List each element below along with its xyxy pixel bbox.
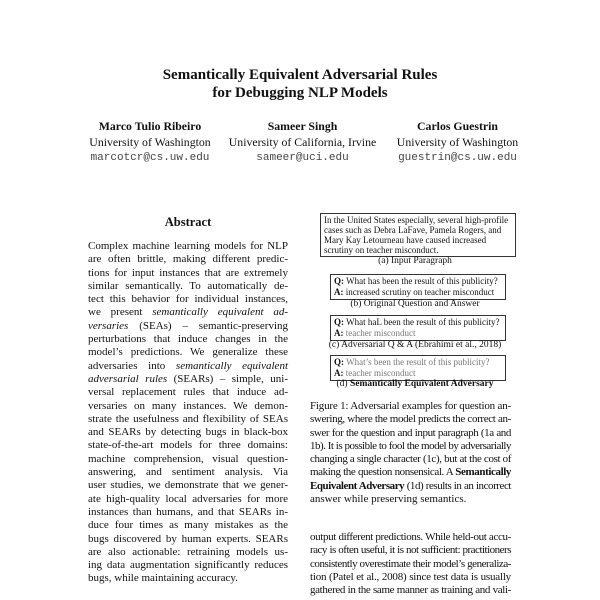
text-segment: (SEARs) – simple, uni- <box>167 372 288 385</box>
text-line <box>310 400 511 413</box>
paper-title <box>0 66 600 102</box>
text-segment: (SEAs) – semantic-preserving <box>128 319 288 332</box>
text-line <box>310 531 511 544</box>
text-line <box>88 253 288 266</box>
author-name: Carlos Guestrin <box>417 119 498 133</box>
text-segment: versaries <box>88 319 129 332</box>
text-segment: similar semantically. To automatically de- <box>88 279 288 292</box>
caption-c: (c) Adversarial Q & A (Ebrahimi et al., 2018) <box>328 340 502 350</box>
paragraph-line: cases such as Debra LaFave, Pamela Rogers, and <box>324 225 502 235</box>
abstract-heading: Abstract <box>164 215 212 229</box>
text-segment: tions for input instances that are extremely <box>88 266 288 279</box>
text-line <box>88 293 288 306</box>
text-line <box>88 306 288 319</box>
text-segment: instances than humans, and that SEARs in- <box>88 505 288 518</box>
paragraph-line: Mary Kay Letourneau have caused increased <box>324 235 487 245</box>
text-segment: perturbations that induce changes in the <box>88 333 288 346</box>
paragraph-line: scrutiny on teacher misconduct. <box>324 245 439 255</box>
author-2 <box>225 118 380 166</box>
question: What’s been the result of this publicity? <box>344 357 490 367</box>
text-line <box>88 346 288 359</box>
author-email: sameer@uci.edu <box>256 152 349 164</box>
text-segment: semantically equivalent ad- <box>152 306 289 319</box>
text-line <box>310 544 511 557</box>
text-segment: making the question nonsensical. A <box>310 466 456 479</box>
text-line <box>310 571 511 584</box>
text-segment: semantically equivalent <box>175 359 288 372</box>
text-segment: bugs discovered by human experts. SEARs <box>88 532 288 545</box>
text-segment: answering, and sentiment analysis. Via <box>88 466 288 479</box>
text-segment: changing a single character (1c), but at the cost of <box>310 453 512 466</box>
caption-b: (b) Original Question and Answer <box>350 299 480 309</box>
text-line <box>310 440 511 453</box>
text-line <box>310 427 511 440</box>
question: What haL been the result of this publicity? <box>344 317 500 327</box>
text-segment: racy is often useful, it is not sufficient: practitioners <box>310 544 511 557</box>
input-paragraph-box <box>320 213 516 257</box>
author-affiliation: University of California, Irvine <box>228 135 377 149</box>
text-line <box>310 558 511 571</box>
text-line <box>88 572 288 585</box>
text-segment: consistently overestimate their model’s generaliza- <box>310 557 511 570</box>
caption-d <box>300 379 530 390</box>
text-line <box>310 413 511 426</box>
text-segment: user studies, we demonstrate that we gener- <box>88 479 288 492</box>
text-line <box>88 333 288 346</box>
text-segment: swer for the question and input paragraph (1a and <box>310 426 511 439</box>
text-line <box>88 400 288 413</box>
text-segment: are also actionable: retraining models us- <box>88 545 288 558</box>
original-qa-box <box>330 274 506 300</box>
author-name: Marco Tulio Ribeiro <box>98 119 202 133</box>
text-line <box>88 267 288 280</box>
text-segment: tion (Patel et al., 2008) since test data is usually <box>310 570 511 583</box>
text-segment: 1b). It is possible to fool the model by adversarially <box>310 439 511 452</box>
q-label: Q: <box>334 357 344 367</box>
author-3 <box>385 118 530 166</box>
text-line <box>88 439 288 452</box>
text-segment: Complex machine learning models for NLP <box>88 240 288 252</box>
author-email: marcotcr@cs.uw.edu <box>90 152 210 164</box>
author-affiliation: University of Washington <box>89 135 211 149</box>
caption-d-label: Semantically Equivalent Adversary <box>349 379 494 389</box>
a-label: A: <box>334 328 344 338</box>
text-segment: bugs, while maintaining accuracy. <box>88 572 238 585</box>
author-email: guestrin@cs.uw.edu <box>398 152 517 164</box>
text-line <box>88 559 288 572</box>
text-line <box>88 546 288 559</box>
text-segment: and SEARs by detecting bugs in black-box <box>88 426 288 439</box>
answer: increased scrutiny on teacher misconduct <box>343 287 495 297</box>
text-segment: gathered in the same manner as training and vali- <box>310 584 511 597</box>
question: What has been the result of this publicity? <box>344 276 498 286</box>
text-line <box>88 479 288 492</box>
text-segment: adversaries into <box>88 359 176 372</box>
text-line <box>88 506 288 519</box>
answer: teacher misconduct <box>343 368 416 378</box>
text-segment: machine comprehension, visual question- <box>88 452 288 465</box>
text-line <box>310 493 511 506</box>
q-label: Q: <box>334 276 344 286</box>
text-line <box>310 466 511 479</box>
text-segment: state-of-the-art models for three domains: <box>88 439 288 452</box>
text-line <box>310 453 511 466</box>
text-line <box>88 426 288 439</box>
author-name: Sameer Singh <box>267 119 338 133</box>
text-line <box>88 453 288 466</box>
text-line <box>88 413 288 426</box>
text-line <box>310 480 511 493</box>
author-1 <box>75 118 225 166</box>
caption-d-prefix: (d) <box>336 379 350 389</box>
q-label: Q: <box>334 317 344 327</box>
text-line <box>88 373 288 386</box>
text-segment: versaries on many instances. We demon- <box>88 399 288 412</box>
text-line <box>88 280 288 293</box>
text-segment: strate the usefulness and flexibility of SEAs <box>88 412 288 425</box>
text-segment: we present <box>88 306 153 319</box>
text-segment: Semantically <box>455 466 511 479</box>
text-segment: ate high-quality local adversaries for more <box>88 492 288 505</box>
a-label: A: <box>334 368 344 378</box>
text-line <box>88 240 288 253</box>
text-segment: are often brittle, making different predic- <box>88 253 288 266</box>
sea-qa-box <box>330 355 506 381</box>
text-segment: output different predictions. While held-out accu- <box>310 531 511 543</box>
author-affiliation: University of Washington <box>396 135 519 149</box>
text-line <box>88 386 288 399</box>
text-segment: tect this behavior for individual instances, <box>88 293 288 306</box>
text-segment: (1d) results in an incorrect <box>404 479 511 492</box>
text-line <box>310 584 511 597</box>
paragraph-line: In the United States especially, several high-profile <box>324 215 509 225</box>
text-segment: Equivalent Adversary <box>310 479 405 492</box>
text-segment: swering, where the model predicts the correct an- <box>310 413 511 426</box>
text-line <box>88 519 288 532</box>
caption-a: (a) Input Paragraph <box>378 256 452 266</box>
text-segment: ing data augmentation significantly reduces <box>88 559 288 572</box>
text-segment: Figure 1: Adversarial examples for question an- <box>310 400 511 412</box>
text-segment: adversarial rules <box>88 372 168 385</box>
text-line <box>88 466 288 479</box>
abstract-text <box>88 240 288 586</box>
text-segment: answer while preserving semantics. <box>310 493 467 506</box>
title-line: Semantically Equivalent Adversarial Rules <box>162 67 438 83</box>
text-segment: duce four times as many mistakes as the <box>88 519 288 532</box>
text-line <box>88 493 288 506</box>
figure-caption <box>310 400 511 506</box>
text-line <box>88 533 288 546</box>
body-text <box>310 531 511 597</box>
title-line: for Debugging NLP Models <box>212 85 388 101</box>
text-segment: versal replacement rules that induce ad- <box>88 386 288 399</box>
text-line <box>88 320 288 333</box>
a-label: A: <box>334 287 344 297</box>
text-segment: model’s predictions. We generalize these <box>88 346 288 359</box>
adversarial-qa-box <box>330 315 506 341</box>
text-line <box>88 360 288 373</box>
answer: teacher misconduct <box>343 328 416 338</box>
